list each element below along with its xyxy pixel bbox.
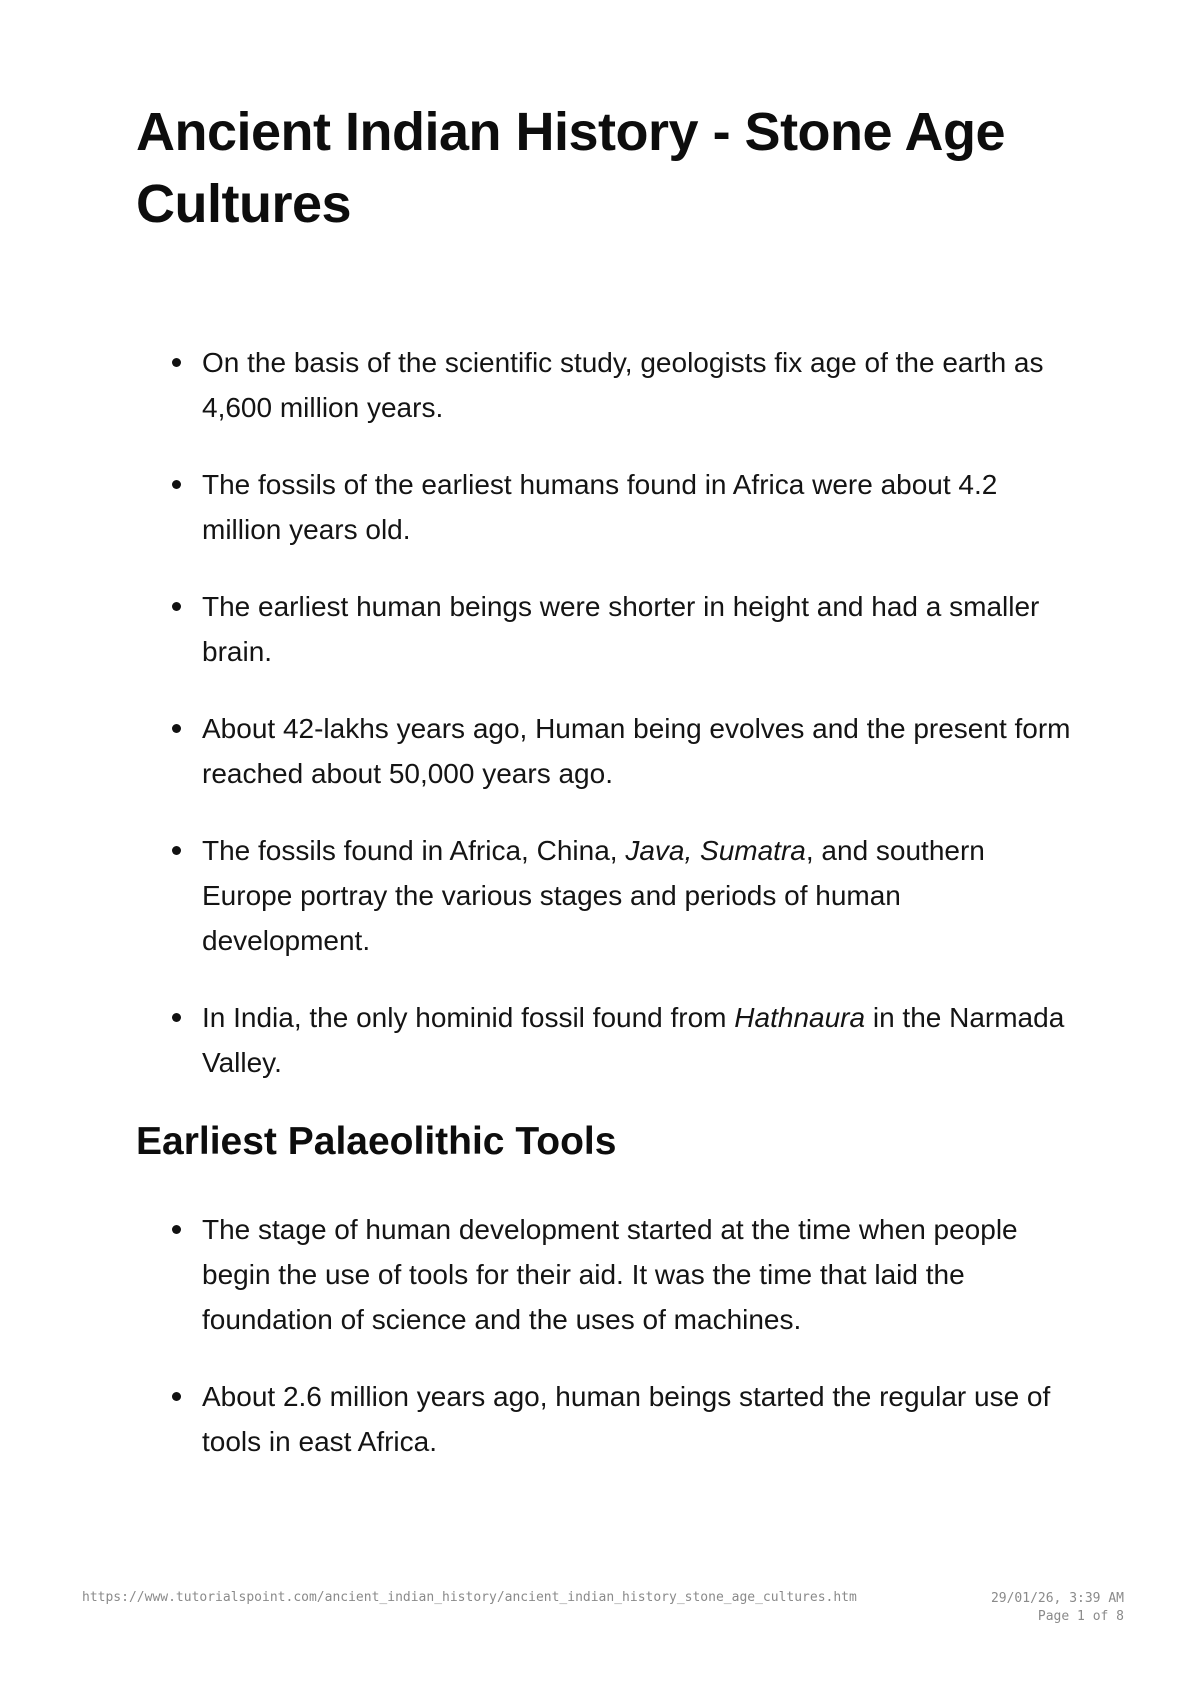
list-item-text: About 2.6 million years ago, human beings started the regular use of tools in east Africa. <box>202 1381 1051 1457</box>
list-item <box>136 584 1076 674</box>
list-item <box>136 340 1076 430</box>
bullet-dot-icon <box>172 480 181 489</box>
list-item-text: in the Narmada Valley. <box>202 1002 1065 1078</box>
list-item <box>136 828 1076 963</box>
footer-url: https://www.tutorialspoint.com/ancient_indian_history/ancient_indian_history_stone_age_cultures.htm <box>82 1590 857 1605</box>
list-item <box>136 1374 1076 1464</box>
bullet-dot-icon <box>172 724 181 733</box>
list-item-text: On the basis of the scientific study, geologists fix age of the earth as 4,600 million years. <box>202 347 1044 423</box>
list-item <box>136 1207 1076 1342</box>
list-item-text: The stage of human development started at the time when people begin the use of tools for their aid. It was the time that laid the foundation of science and the uses of machines. <box>202 1214 1018 1335</box>
palaeolithic-tools-bullet-list <box>136 1207 1076 1464</box>
footer-meta <box>991 1590 1124 1626</box>
list-item-text: In India, the only hominid fossil found from <box>202 1002 735 1033</box>
footer-page-number: Page 1 of 8 <box>1037 1609 1124 1624</box>
list-item <box>136 706 1076 796</box>
bullet-dot-icon <box>172 1392 181 1401</box>
section-heading-palaeolithic-tools: Earliest Palaeolithic Tools <box>136 1120 617 1163</box>
list-item-text: , and southern Europe portray the various stages and periods of human development. <box>202 835 985 956</box>
bullet-dot-icon <box>172 846 181 855</box>
bullet-dot-icon <box>172 1013 181 1022</box>
bullet-dot-icon <box>172 602 181 611</box>
list-item <box>136 995 1076 1085</box>
italic-text: Java, Sumatra <box>625 835 806 866</box>
list-item <box>136 462 1076 552</box>
list-item-text: About 42-lakhs years ago, Human being evolves and the present form reached about 50,000 years ago. <box>202 713 1071 789</box>
bullet-dot-icon <box>172 1225 181 1234</box>
list-item-text: The fossils found in Africa, China, <box>202 835 626 866</box>
list-item-text: The earliest human beings were shorter in height and had a smaller brain. <box>202 591 1040 667</box>
footer-datetime: 29/01/26, 3:39 AM <box>990 1591 1124 1606</box>
page-title: Ancient Indian History - Stone Age Cultures <box>136 102 1006 234</box>
list-item-text: The fossils of the earliest humans found in Africa were about 4.2 million years old. <box>202 469 998 545</box>
bullet-dot-icon <box>172 358 181 367</box>
italic-text: Hathnaura <box>734 1002 866 1033</box>
page-content <box>136 96 1076 1496</box>
intro-bullet-list <box>136 340 1076 1085</box>
